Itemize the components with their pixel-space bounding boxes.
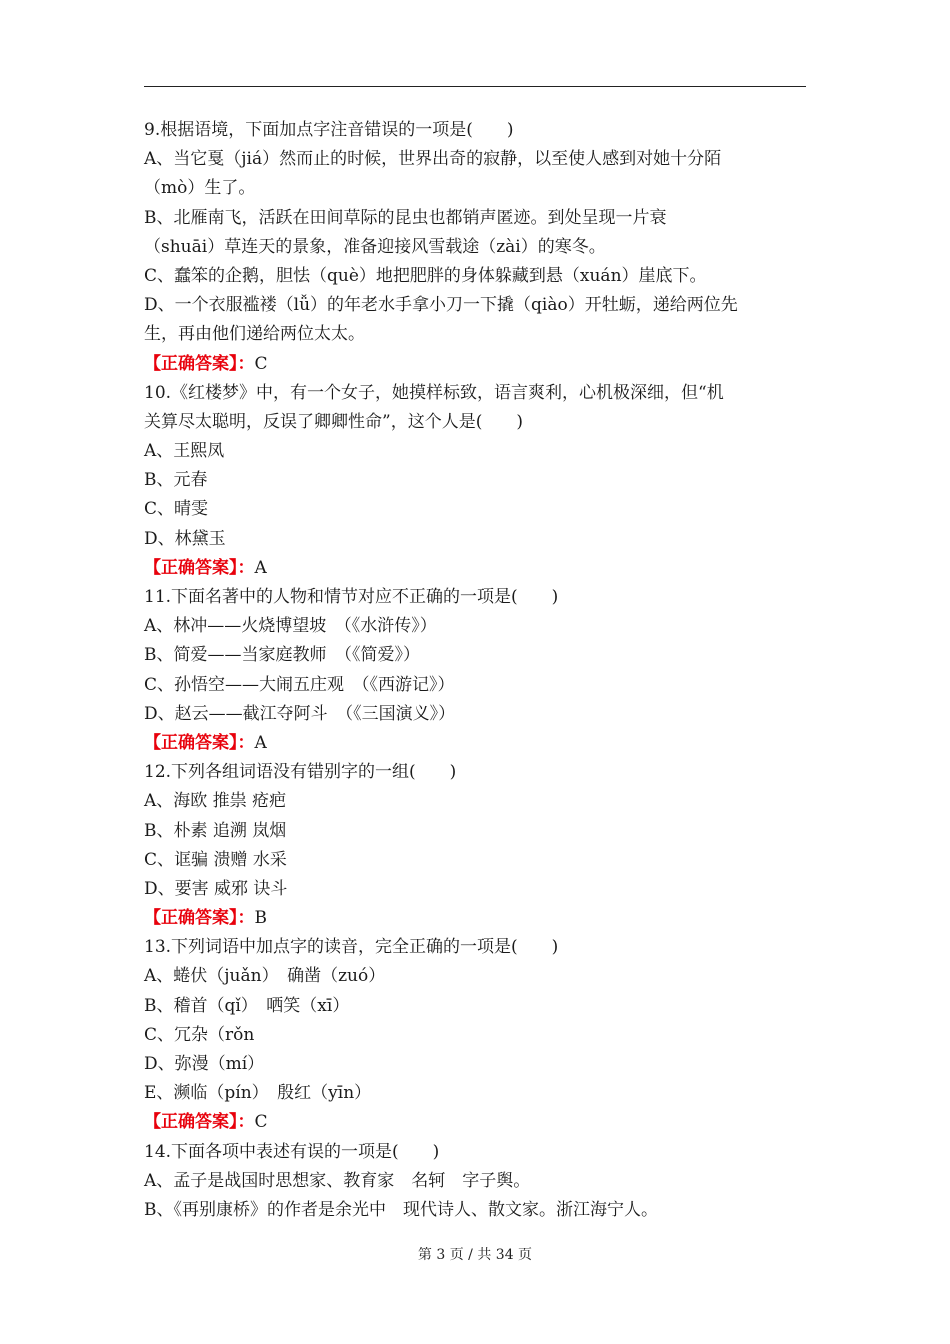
question-line: A、林冲——火烧博望坡 （《水浒传》） [144, 616, 437, 637]
question-line: C、晴雯 [144, 499, 209, 520]
answer-line [144, 904, 808, 933]
question-line: A、当它戛（jiá）然而止的时候，世界出奇的寂静，以至使人感到对她十分陌 [144, 149, 722, 170]
question-line: A、孟子是战国时思想家、教育家 名轲 字子舆。 [144, 1170, 531, 1191]
question-line: A、王熙凤 [144, 441, 225, 462]
question-line: 13.下列词语中加点字的读音，完全正确的一项是( ) [144, 937, 559, 958]
answer-value: C [254, 353, 268, 374]
answer-value: A [254, 732, 267, 753]
question-line: 14.下面各项中表述有误的一项是( ) [144, 1141, 440, 1162]
answer-tag: 【正确答案】： [144, 1112, 255, 1133]
answer-line [144, 350, 808, 379]
answer-tag: 【正确答案】： [144, 353, 255, 374]
answer-value: A [254, 557, 267, 578]
question-11 [144, 583, 808, 758]
question-line: 关算尽太聪明，反误了卿卿性命”，这个人是( ) [144, 411, 523, 432]
question-line: A、蜷伏（juǎn） 确凿（zuó） [144, 966, 386, 987]
question-14 [144, 1138, 808, 1226]
question-line: B、朴素 追溯 岚烟 [144, 820, 287, 841]
question-line: C、冗杂（rǒn [144, 1024, 255, 1045]
question-line: C、孙悟空——大闹五庄观 （《西游记》） [144, 674, 455, 695]
question-9 [144, 116, 808, 379]
question-line: A、海欧 推祟 疮疤 [144, 791, 287, 812]
question-13 [144, 933, 808, 1137]
question-line: E、濒临（pín） 殷红（yīn） [144, 1083, 372, 1104]
question-line: D、一个衣服褴褛（lǚ）的年老水手拿小刀一下撬（qiào）开牡蛎，递给两位先 [144, 295, 738, 316]
question-line: 12.下列各组词语没有错别字的一组( ) [144, 762, 457, 783]
question-list [144, 116, 808, 1225]
question-line: D、赵云——截江夺阿斗 （《三国演义》） [144, 703, 456, 724]
question-line: （shuāi）草连天的景象，准备迎接风雪载途（zài）的寒冬。 [144, 236, 606, 257]
answer-tag: 【正确答案】： [144, 908, 255, 929]
header-rule [144, 86, 806, 87]
answer-tag: 【正确答案】： [144, 557, 255, 578]
question-line: B、北雁南飞，活跃在田间草际的昆虫也都销声匿迹。到处呈现一片衰 [144, 207, 667, 228]
question-12 [144, 758, 808, 933]
question-line: C、蠢笨的企鹅，胆怯（què）地把肥胖的身体躲藏到悬（xuán）崖底下。 [144, 265, 707, 286]
question-line: 9.根据语境，下面加点字注音错误的一项是( ) [144, 120, 514, 140]
question-line: （mò）生了。 [144, 178, 256, 199]
question-line: 10.《红楼梦》中，有一个女子，她摸样标致，语言爽利，心机极深细，但“机 [144, 382, 724, 403]
answer-value: C [254, 1112, 268, 1133]
question-line: D、要害 威邪 诀斗 [144, 878, 288, 899]
question-line: C、诓骗 溃赠 水采 [144, 849, 287, 870]
page-footer: 第 3 页 / 共 34 页 [417, 1247, 533, 1263]
question-line: 生，再由他们递给两位太太。 [144, 324, 365, 345]
answer-line [144, 729, 808, 758]
question-line: B、元春 [144, 470, 208, 491]
question-line: B、稽首（qǐ） 哂笑（xī） [144, 995, 350, 1016]
answer-tag: 【正确答案】： [144, 732, 255, 753]
question-line: B、简爱——当家庭教师 （《简爱》） [144, 645, 420, 666]
question-line: D、林黛玉 [144, 528, 226, 549]
answer-line [144, 1108, 808, 1137]
question-line: D、弥漫（mí） [144, 1054, 265, 1074]
question-line: 11.下面名著中的人物和情节对应不正确的一项是( ) [144, 587, 559, 607]
answer-line [144, 554, 808, 583]
question-10 [144, 379, 808, 583]
question-line: B、《再别康桥》的作者是余光中 现代诗人、散文家。浙江海宁人。 [144, 1199, 658, 1220]
answer-value: B [254, 908, 267, 929]
